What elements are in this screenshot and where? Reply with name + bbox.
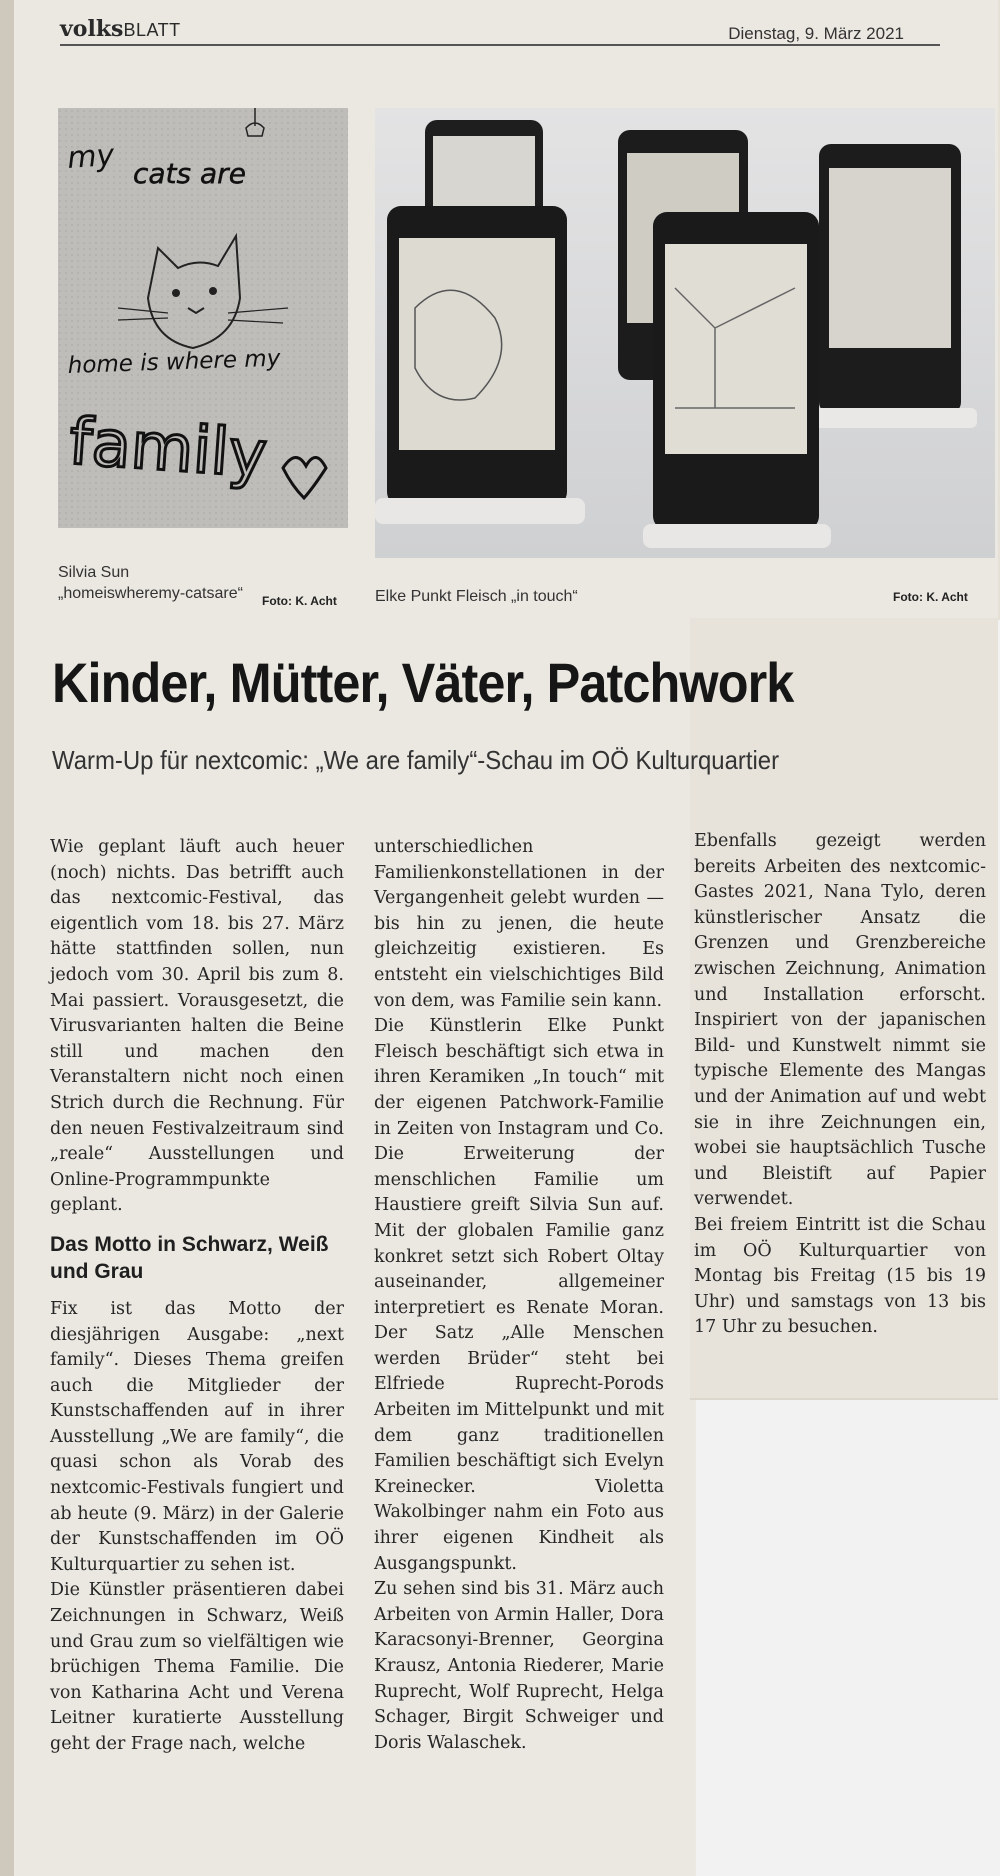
paragraph: Ebenfalls gezeigt werden bereits Arbeiten des nextcomic-Gastes 2021, Nana Tylo, deren künstlerischer Ansatz die Grenzen und Grenzbereiche zwischen Zeichnung, Animation und Installation erforscht. Inspiriert von der japanischen Bild- und Kunstwelt nimmt sie typische Elemente des Mangas und der Animation auf und webt sie in ihre Zeichnungen ein, wobei sie hauptsächlich Tusche und Bleistift auf Papier verwendet. [694, 831, 986, 1210]
photo-silvia-sun-drawing [58, 108, 348, 528]
paragraph: unterschiedlichen Familienkonstellationen in der Vergangenheit gelebt wurden — bis hin zu jenen, die heute gleichzeitig existieren. Es entsteht ein vielschichtiges Bild von dem, was Familie sein kann. [374, 837, 664, 1011]
photo-elke-punkt-fleisch-phones [375, 108, 995, 558]
masthead [60, 12, 940, 42]
paragraph: Fix ist das Motto der diesjährigen Ausgabe: „next family“. Dieses Thema greifen auch die Mitglieder der Kunstschaffenden auf in ihrer Ausstellung „We are family“, die quasi schon als Vorab des nextcomic-Festivals fungiert und ab heute (9. März) in der Galerie der Kunstschaffenden im OÖ Kulturquartier zu sehen ist. [50, 1298, 344, 1575]
paragraph: Zu sehen sind bis 31. März auch Arbeiten von Armin Haller, Dora Karacsonyi-Brenner, Georgina Krausz, Antonia Riederer, Marie Ruprecht, Wolf Ruprecht, Helga Schager, Birgit Schweiger und Doris Walaschek. [374, 1579, 664, 1753]
paragraph: Wie geplant läuft auch heuer (noch) nichts. Das betrifft auch das nextcomic-Festival, das eigentlich vom 18. bis 27. März hätte stattfinden sollen, nun jedoch vom 30. April bis zum 8. Mai passiert. Vorausgesetzt, die Virusvarianten halten die Beine still und machen den Veranstaltern nicht noch einen Strich durch die Rechnung. Für den neuen Festivalzeitraum sind „reale“ Ausstellungen und Online-Programmpunkte geplant. [50, 837, 344, 1216]
photo1-credit: Foto: K. Acht [262, 594, 337, 608]
drawing-word-4: family [66, 405, 270, 493]
drawing-word-1: my [66, 137, 116, 176]
paragraph: Bei freiem Eintritt ist die Schau im OÖ Kulturquartier von Montag bis Freitag (15 bis 19 Uhr) und samstags von 13 bis 17 Uhr zu besuchen. [694, 1214, 986, 1338]
photo1-caption: Silvia Sun „homeiswheremy-catsare“ [58, 564, 243, 602]
crosshead: Das Motto in Schwarz, Weiß und Grau [50, 1232, 329, 1283]
article-subhead: Warm-Up für nextcomic: „We are family“-Schau im OÖ Kulturquartier [52, 745, 780, 775]
article-column-2 [374, 835, 664, 1756]
paragraph: Die Künstlerin Elke Punkt Fleisch beschäftigt sich etwa in ihren Keramiken „In touch“ mit der eigenen Patchwork-Familie in Zeiten von Instagram und Co. Die Erweiterung der menschlichen Familie um Haustiere greift Silvia Sun auf. Mit der globalen Familie ganz konkret setzt sich Robert Oltay auseinander, allgemeiner interpretiert es Renate Moran. Der Satz „Alle Menschen werden Brüder“ steht bei Elfriede Ruprecht-Porods Arbeiten im Mittelpunkt und mit dem ganz traditionellen Familien beschäftigt sich Evelyn Kreinecker. Violetta Wakolbinger nahm ein Foto aus ihrer eigenen Kindheit als Ausgangspunkt. [374, 1016, 664, 1574]
article-headline: Kinder, Mütter, Väter, Patchwork [52, 651, 794, 714]
article-column-3 [694, 829, 986, 1341]
ceramic-phones-image [375, 108, 995, 558]
drawing-word-2: cats are [133, 157, 246, 190]
masthead-rule [60, 44, 940, 46]
drawing-word-3: home is where my [67, 345, 281, 379]
photo2-caption: Elke Punkt Fleisch „in touch“ [375, 588, 578, 605]
paragraph: Die Künstler präsentieren dabei Zeichnungen in Schwarz, Weiß und Grau zum so vielfältigen wie brüchigen Thema Familie. Die von Katharina Acht und Verena Leitner kuratierte Ausstellung geht der Frage nach, welche [50, 1580, 344, 1754]
newspaper-logo: volksBLATT [60, 16, 181, 42]
photo2-credit: Foto: K. Acht [893, 590, 968, 604]
article-column-1 [50, 835, 344, 1758]
cat-drawing-image [58, 108, 348, 528]
issue-date: Dienstag, 9. März 2021 [728, 24, 904, 43]
